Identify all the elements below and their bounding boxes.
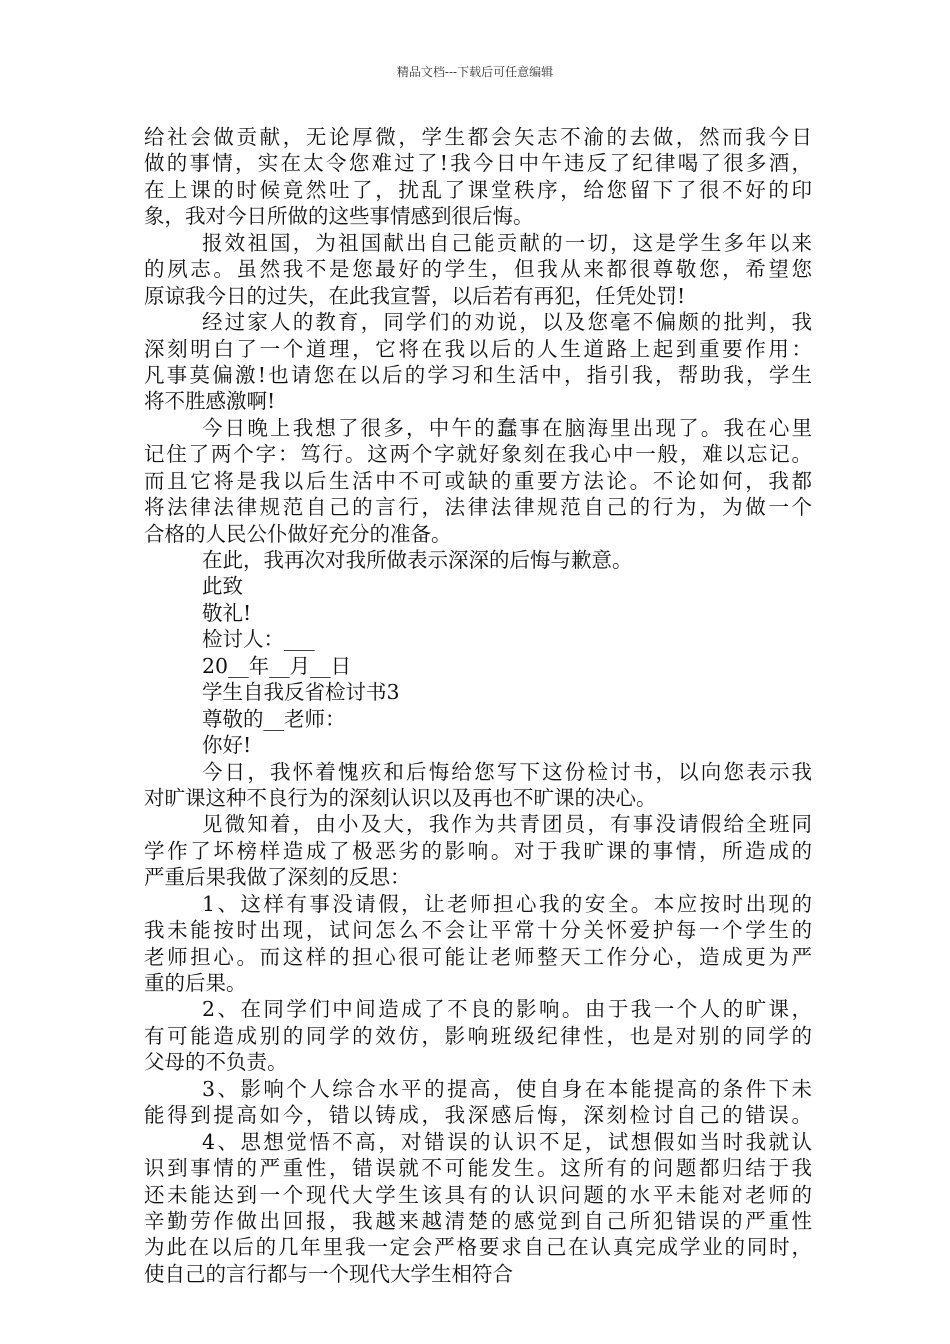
text-line: 将不胜感激啊!	[144, 389, 276, 414]
text-line: 合格的人民公仆做好充分的准备。	[144, 521, 452, 546]
text-line: 的夙志。虽然我不是您最好的学生，但我从来都很尊敬您，希望您	[144, 257, 812, 282]
text-line: 见微知着，由小及大，我作为共青团员，有事没请假给全班同	[202, 812, 812, 837]
text-line: 在此，我再次对我所做表示深深的后悔与歉意。	[202, 548, 633, 572]
text-line: 为此在以后的几年里我一定会严格要求自己在认真完成学业的同时，	[144, 1235, 812, 1260]
text-line: 做的事情，实在太令您难过了!我今日中午违反了纪律喝了很多酒，	[144, 151, 812, 176]
text-line: 给社会做贡献，无论厚微，学生都会矢志不渝的去做，然而我今日	[144, 125, 812, 149]
text-line: 象，我对今日所做的这些事情感到很后悔。	[144, 204, 534, 229]
text-line: 今日晚上我想了很多，中午的蠢事在脑海里出现了。我在心里	[202, 415, 812, 440]
text-line: 严重后果我做了深刻的反思：	[144, 865, 411, 890]
text-line: 使自己的言行都与一个现代大学生相符合	[144, 1261, 513, 1286]
text-line: 4、思想觉悟不高，对错误的认识不足，试想假如当时我就认	[202, 1129, 812, 1154]
text-line: 你好!	[202, 733, 252, 758]
text-line: 此致	[202, 574, 243, 599]
text-line: 而且它将是我以后生活中不可或缺的重要方法论。不论如何，我都	[144, 468, 812, 493]
text-line: 经过家人的教育，同学们的劝说，以及您毫不偏颇的批判，我	[202, 310, 812, 335]
text-line: 还未能达到一个现代大学生该具有的认识问题的水平未能对老师的	[144, 1182, 812, 1207]
text-line: 报效祖国，为祖国献出自己能贡献的一切，这是学生多年以来	[202, 230, 812, 255]
text-line: 学生自我反省检讨书3	[202, 680, 400, 705]
text-line: 2、在同学们中间造成了不良的影响。由于我一个人的旷课，	[202, 997, 812, 1022]
page-header: 精品文档---下载后可任意编辑	[396, 65, 554, 79]
text-line: 能得到提高如今，错以铸成，我深感后悔，深刻检讨自己的错误。	[144, 1103, 812, 1128]
text-line: 对旷课这种不良行为的深刻认识以及再也不旷课的决心。	[144, 785, 657, 810]
text-line: 20__年__月__日	[202, 653, 352, 678]
text-line: 老师担心。而这样的担心很可能让老师整天工作分心，造成更为严	[144, 944, 812, 969]
text-line: 深刻明白了一个道理，它将在我以后的人生道路上起到重要作用：	[144, 336, 812, 361]
text-line: 在上课的时候竟然吐了，扰乱了课堂秩序，给您留下了很不好的印	[144, 177, 812, 202]
text-line: 凡事莫偏激!也请您在以后的学习和生活中，指引我，帮助我，学生	[144, 362, 812, 387]
text-line: 父母的不负责。	[144, 1050, 288, 1075]
text-line: 敬礼!	[202, 600, 252, 625]
text-line: 将法律法律规范自己的言行，法律法律规范自己的行为，为做一个	[144, 495, 812, 520]
text-line: 3、影响个人综合水平的提高，使自身在本能提高的条件下未	[202, 1076, 812, 1101]
text-line: 辛勤劳作做出回报，我越来越清楚的感觉到自己所犯错误的严重性	[144, 1208, 812, 1233]
text-line: 今日，我怀着愧疚和后悔给您写下这份检讨书，以向您表示我	[202, 759, 812, 784]
text-line: 我未能按时出现，试问怎么不会让平常十分关怀爱护每一个学生的	[144, 918, 812, 943]
text-line: 记住了两个字：笃行。这两个字就好象刻在我心中一般，难以忘记。	[144, 442, 812, 467]
text-line: 1、这样有事没请假，让老师担心我的安全。本应按时出现的	[202, 891, 812, 916]
text-line: 有可能造成别的同学的效仿，影响班级纪律性，也是对别的同学的	[144, 1023, 812, 1048]
text-line: 原谅我今日的过失，在此我宣誓，以后若有再犯，任凭处罚!	[144, 283, 686, 308]
text-line: 尊敬的__老师：	[202, 706, 346, 731]
text-line: 检讨人：___	[202, 627, 315, 652]
text-line: 学作了坏榜样造成了极恶劣的影响。对于我旷课的事情，所造成的	[144, 838, 812, 863]
text-line: 识到事情的严重性，错误就不可能发生。这所有的问题都归结于我	[144, 1156, 812, 1181]
document-body	[144, 124, 812, 1287]
text-line: 重的后果。	[144, 971, 247, 995]
